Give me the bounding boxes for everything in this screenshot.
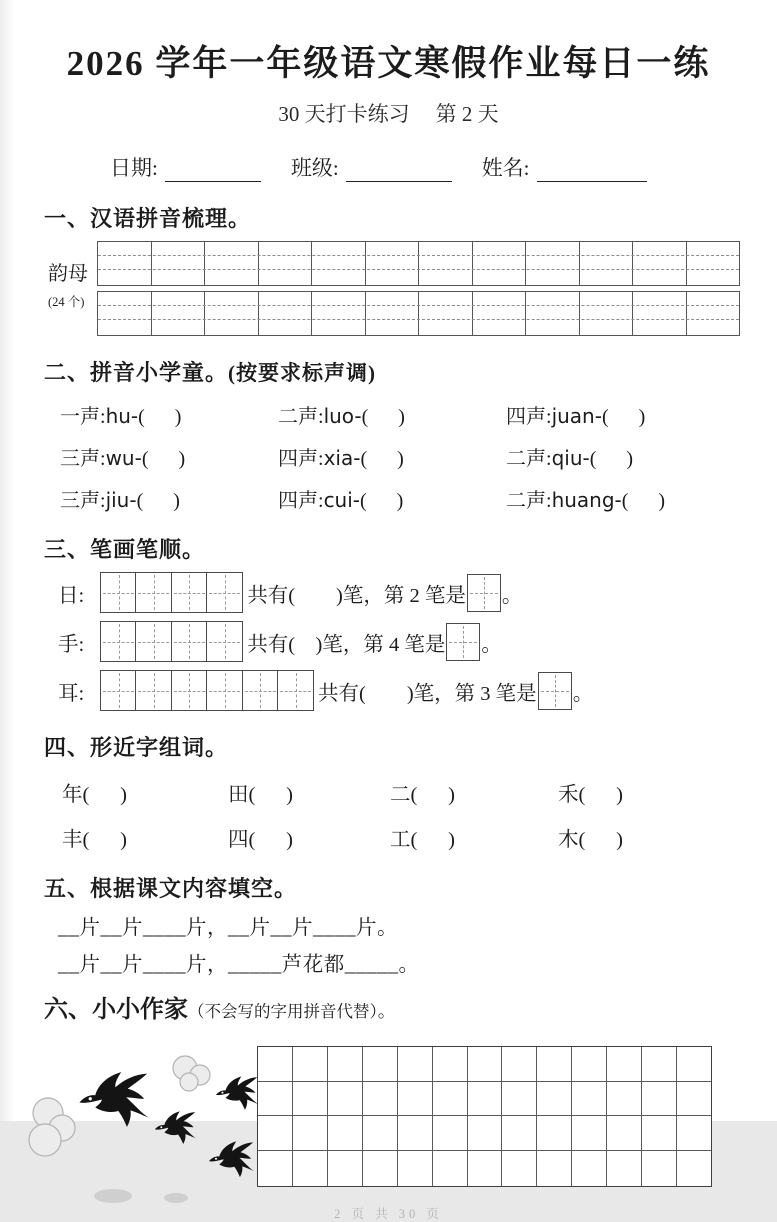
character-label: 耳:: [58, 682, 85, 705]
grid-cell: [419, 242, 473, 285]
tone-row: [60, 442, 777, 471]
answer-blank: ( ): [360, 490, 404, 512]
grid-cell: [363, 1047, 398, 1082]
grid-cell: [468, 1116, 503, 1151]
grid-cell: [98, 242, 152, 285]
swallow-icon: [79, 1072, 148, 1127]
swallow-icon: [155, 1111, 196, 1144]
answer-blank: ( ): [136, 490, 180, 512]
grid-cell: [607, 1082, 642, 1117]
grid-cell: [205, 292, 259, 335]
tone-row: [60, 400, 777, 429]
section4-heading: 四、形近字组词。: [44, 735, 229, 760]
grid-cell: [580, 242, 634, 285]
answer-blank: ( ): [248, 829, 293, 851]
grid-cell: [502, 1047, 537, 1082]
answer-blank: ( ): [589, 448, 634, 470]
grid-cell: [433, 1047, 468, 1082]
char-item: [390, 822, 558, 852]
grid-cell: [258, 1047, 293, 1082]
grid-cell: [242, 670, 279, 711]
section1-heading: 一、汉语拼音梳理。: [44, 206, 252, 231]
similar-char-row: [62, 777, 777, 807]
grid-row: [258, 1116, 711, 1151]
period: 。: [481, 633, 502, 656]
section6-heading: [44, 989, 777, 1024]
date-label: 日期:: [110, 156, 158, 180]
grid-cell: [687, 242, 740, 285]
tone-item: [506, 442, 777, 471]
grid-cell: [687, 292, 740, 335]
tone-item: [60, 484, 278, 513]
pinyin-review-block: [48, 241, 777, 336]
grid-cell: [473, 242, 527, 285]
tone-item: [278, 400, 506, 429]
tone-label: 四声:: [278, 448, 324, 470]
stroke-row-ri: [58, 572, 777, 613]
period: 。: [377, 1001, 396, 1021]
grid-cell: [312, 292, 366, 335]
grid-cell: [419, 292, 473, 335]
tone-label: 二声:: [278, 406, 324, 428]
grid-cell: [502, 1082, 537, 1117]
grid-cell: [152, 292, 206, 335]
grid-cell: [433, 1082, 468, 1117]
grid-cell: [607, 1047, 642, 1082]
grid-cell: [259, 292, 313, 335]
char-text: 四: [228, 829, 249, 851]
grid-cell: [205, 242, 259, 285]
answer-blank: ( ): [410, 829, 455, 851]
tone-row: [60, 484, 777, 513]
grid-cell: [572, 1116, 607, 1151]
tone-label: 二声:: [506, 490, 552, 512]
composition-grid: [257, 1046, 712, 1187]
grid-cell: [293, 1047, 328, 1082]
char-item: [228, 777, 390, 807]
grid-cell: [433, 1116, 468, 1151]
stroke-boxes: [100, 670, 314, 711]
pinyin-grid-row: [97, 241, 740, 286]
grid-cell: [328, 1116, 363, 1151]
date-field: [110, 152, 261, 182]
answer-box: [467, 574, 501, 612]
answer-box: [446, 623, 480, 661]
fill-blank-line: __片__片____片，_____芦花都_____。: [58, 954, 420, 976]
tone-item: [278, 442, 506, 471]
grid-cell: [363, 1082, 398, 1117]
char-item: [62, 822, 228, 852]
pinyin-grid-area: [97, 241, 740, 336]
pinyin-text: hu-: [105, 404, 139, 428]
class-blank-line: [346, 157, 452, 182]
grid-cell: [206, 621, 243, 662]
grid-cell: [171, 670, 208, 711]
grid-cell: [607, 1151, 642, 1186]
tone-label: 四声:: [278, 490, 324, 512]
grid-cell: [277, 670, 314, 711]
tone-item: [278, 484, 506, 513]
grid-cell: [206, 670, 243, 711]
grid-row: [258, 1047, 711, 1082]
period: 。: [572, 682, 594, 705]
tone-label: 三声:: [60, 490, 106, 512]
answer-blank: ( ): [138, 406, 182, 428]
stroke-question: 共有( )笔，第 3 笔是: [318, 682, 537, 705]
grid-cell: [537, 1151, 572, 1186]
stroke-boxes: [100, 572, 243, 613]
cloud-icon: [29, 1098, 75, 1156]
grid-cell: [607, 1116, 642, 1151]
char-item: [558, 822, 777, 852]
char-item: [62, 777, 228, 807]
grid-cell: [259, 242, 313, 285]
swallows-illustration: [18, 1030, 268, 1200]
grid-cell: [312, 242, 366, 285]
grid-cell: [100, 572, 137, 613]
grid-cell: [642, 1047, 677, 1082]
grid-cell: [152, 242, 206, 285]
grid-cell: [526, 292, 580, 335]
grid-cell: [293, 1116, 328, 1151]
grid-cell: [328, 1082, 363, 1117]
grid-cell: [433, 1151, 468, 1186]
page-number: 2 页 共 30 页: [334, 1207, 443, 1221]
pinyin-text: juan-: [551, 404, 602, 428]
grid-row: [258, 1151, 711, 1186]
section2-heading-note: (按要求标声调): [228, 361, 377, 385]
char-text: 丰: [62, 829, 83, 851]
grid-cell: [398, 1151, 433, 1186]
grid-cell: [468, 1151, 503, 1186]
bush-icon: [94, 1189, 132, 1203]
subtitle-day: 第 2 天: [435, 102, 499, 126]
char-text: 年: [62, 784, 83, 806]
grid-cell: [677, 1116, 711, 1151]
stroke-boxes: [100, 621, 243, 662]
fill-blank-line: __片__片____片，__片__片____片。: [58, 917, 398, 939]
grid-cell: [677, 1151, 711, 1186]
tone-item: [60, 442, 278, 471]
grid-cell: [328, 1047, 363, 1082]
grid-cell: [171, 621, 208, 662]
answer-blank: ( ): [82, 784, 127, 806]
subtitle-practice: 30 天打卡练习: [278, 102, 410, 126]
grid-cell: [171, 572, 208, 613]
answer-blank: ( ): [361, 406, 405, 428]
page-subtitle: [0, 98, 777, 128]
pinyin-text: huang-: [551, 488, 622, 512]
answer-blank: ( ): [248, 784, 293, 806]
class-field: [291, 152, 452, 182]
char-item: [228, 822, 390, 852]
tone-item: [506, 484, 777, 513]
tone-label: 一声:: [60, 406, 106, 428]
answer-blank: ( ): [601, 406, 646, 428]
grid-cell: [206, 572, 243, 613]
vowel-label: 韵母: [48, 263, 88, 285]
grid-cell: [677, 1047, 711, 1082]
grid-cell: [537, 1047, 572, 1082]
answer-blank: ( ): [578, 784, 623, 806]
date-blank-line: [165, 157, 261, 182]
bush-icon: [164, 1193, 188, 1203]
tone-item: [60, 400, 278, 429]
swallow-icon: [216, 1076, 258, 1109]
grid-cell: [398, 1116, 433, 1151]
grid-cell: [398, 1082, 433, 1117]
pinyin-text: luo-: [323, 404, 362, 428]
answer-blank: ( ): [141, 448, 186, 470]
grid-cell: [572, 1082, 607, 1117]
stroke-question: 共有( )笔，第 4 笔是: [247, 633, 446, 656]
grid-cell: [642, 1151, 677, 1186]
pinyin-text: qiu-: [551, 446, 590, 470]
answer-box: [538, 672, 572, 710]
grid-cell: [677, 1082, 711, 1117]
period: 。: [501, 584, 523, 607]
tone-item: [506, 400, 777, 429]
grid-cell: [258, 1082, 293, 1117]
char-text: 二: [390, 784, 411, 806]
similar-char-row: [62, 822, 777, 852]
grid-cell: [293, 1082, 328, 1117]
grid-cell: [642, 1116, 677, 1151]
grid-cell: [526, 242, 580, 285]
grid-cell: [572, 1151, 607, 1186]
pinyin-text: cui-: [323, 488, 361, 512]
answer-blank: ( ): [360, 448, 404, 470]
grid-cell: [258, 1151, 293, 1186]
section3-heading: 三、笔画笔顺。: [44, 537, 206, 562]
pinyin-grid-row: [97, 291, 740, 336]
name-field: [482, 152, 647, 182]
grid-cell: [537, 1116, 572, 1151]
answer-blank: ( ): [578, 829, 623, 851]
char-text: 木: [558, 829, 579, 851]
stroke-row-shou: [58, 621, 777, 662]
grid-cell: [328, 1151, 363, 1186]
tone-label: 二声:: [506, 448, 552, 470]
writing-zone: [0, 1028, 777, 1200]
pinyin-text: wu-: [105, 446, 142, 470]
char-text: 田: [228, 784, 249, 806]
section2-heading-text: 二、拼音小学童。: [44, 360, 229, 385]
grid-cell: [572, 1047, 607, 1082]
grid-cell: [580, 292, 634, 335]
vowel-count-label: (24 个): [48, 295, 85, 309]
character-label: 日:: [58, 584, 85, 607]
grid-cell: [135, 621, 172, 662]
grid-cell: [363, 1116, 398, 1151]
info-row: [110, 152, 777, 182]
grid-cell: [633, 292, 687, 335]
tone-label: 四声:: [506, 406, 552, 428]
grid-cell: [398, 1047, 433, 1082]
section2-heading: [44, 356, 777, 387]
character-label: 手:: [58, 633, 85, 656]
answer-blank: ( ): [82, 829, 127, 851]
grid-cell: [293, 1151, 328, 1186]
stroke-row-er: [58, 670, 777, 711]
grid-cell: [642, 1082, 677, 1117]
grid-cell: [100, 621, 137, 662]
grid-cell: [502, 1151, 537, 1186]
swallow-icon: [209, 1141, 254, 1177]
grid-cell: [98, 292, 152, 335]
section6-heading-note: （不会写的字用拼音代替）: [188, 1002, 378, 1021]
grid-cell: [633, 242, 687, 285]
grid-cell: [468, 1047, 503, 1082]
answer-blank: ( ): [410, 784, 455, 806]
grid-cell: [502, 1116, 537, 1151]
char-item: [558, 777, 777, 807]
grid-cell: [473, 292, 527, 335]
vowel-side-label: [48, 241, 97, 336]
page-title: 2026 学年一年级语文寒假作业每日一练: [66, 44, 711, 83]
char-item: [390, 777, 558, 807]
tone-label: 三声:: [60, 448, 106, 470]
grid-cell: [366, 242, 420, 285]
section5-heading: 五、根据课文内容填空。: [44, 876, 298, 901]
name-blank-line: [537, 157, 647, 182]
char-text: 工: [390, 829, 411, 851]
grid-cell: [258, 1116, 293, 1151]
pinyin-text: jiu-: [105, 488, 137, 512]
grid-cell: [363, 1151, 398, 1186]
grid-cell: [135, 670, 172, 711]
section6-heading-text: 六、小小作家: [44, 997, 188, 1023]
grid-row: [258, 1082, 711, 1117]
grid-cell: [537, 1082, 572, 1117]
pinyin-text: xia-: [323, 446, 361, 470]
grid-cell: [468, 1082, 503, 1117]
cloud-icon: [173, 1056, 210, 1091]
grid-cell: [100, 670, 137, 711]
answer-blank: ( ): [621, 490, 666, 512]
grid-cell: [135, 572, 172, 613]
name-label: 姓名:: [481, 156, 530, 180]
grid-cell: [366, 292, 420, 335]
class-label: 班级:: [290, 156, 339, 180]
char-text: 禾: [558, 784, 579, 806]
stroke-question: 共有( )笔，第 2 笔是: [247, 584, 466, 607]
